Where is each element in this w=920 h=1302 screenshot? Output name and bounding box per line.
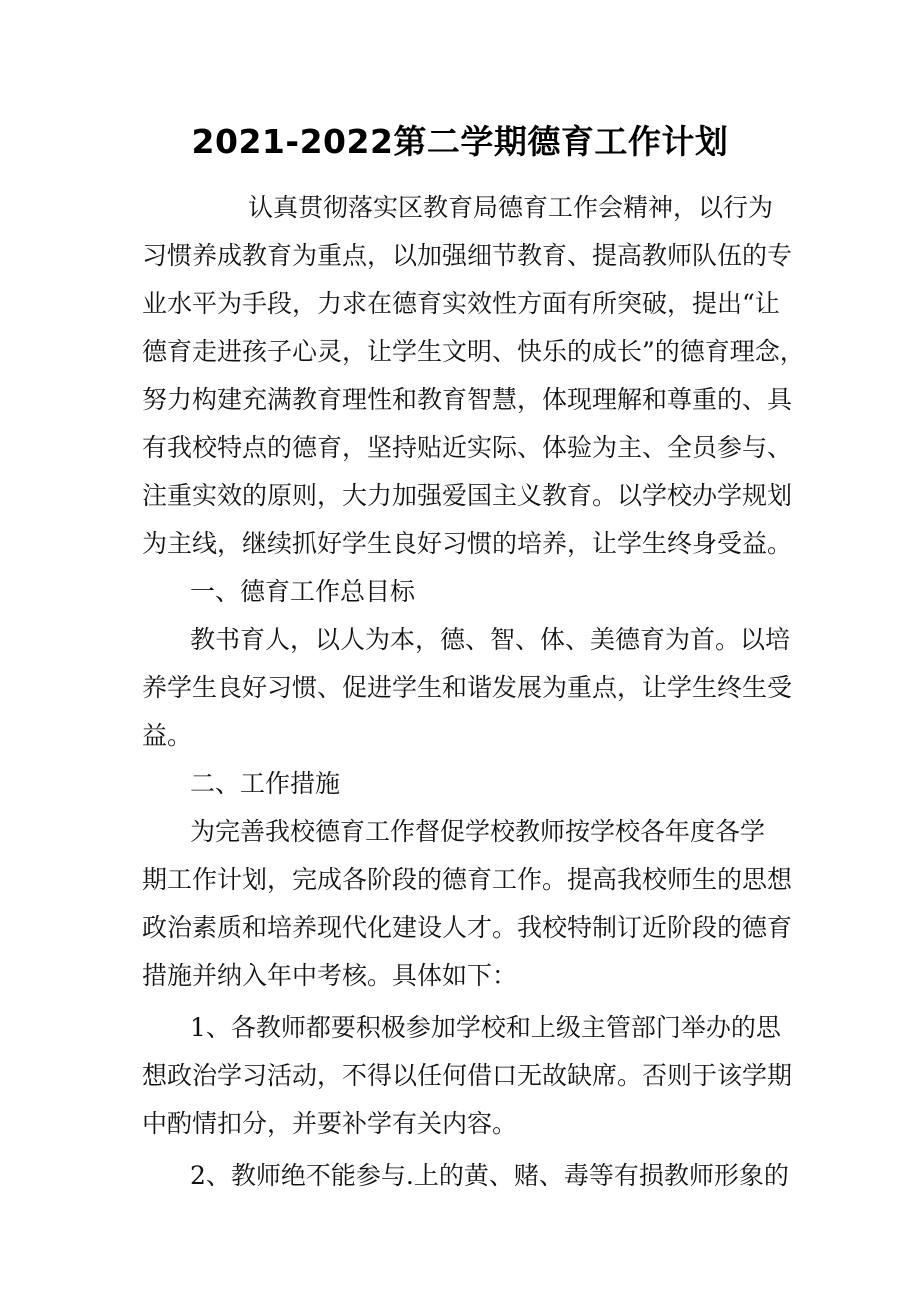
list-item-line: 2、教师绝不能参与.上的黄、赌、毒等有损教师形象的 xyxy=(190,1161,789,1190)
paragraph-line: 为主线，继续抓好学生良好习惯的培养，让学生终身受益。 xyxy=(142,529,793,558)
paragraph-line: 措施并纳入年中考核。具体如下： xyxy=(142,961,518,990)
section-heading: 一、德育工作总目标 xyxy=(190,577,416,606)
paragraph-line: 注重实效的原则，大力加强爱国主义教育。以学校办学规划 xyxy=(142,481,793,510)
paragraph-line: 业水平为手段，力求在德育实效性方面有所突破，提出“让 xyxy=(142,289,780,318)
paragraph-line: 德育走进孩子心灵，让学生文明、快乐的成长”的德育理念， xyxy=(142,337,805,366)
section-heading: 二、工作措施 xyxy=(190,769,341,798)
paragraph-line: 政治素质和培养现代化建设人才。我校特制订近阶段的德育 xyxy=(142,913,793,942)
paragraph-line: 益。 xyxy=(142,721,193,750)
paragraph-line: 为完善我校德育工作督促学校教师按学校各年度各学 xyxy=(190,817,766,846)
paragraph-line: 养学生良好习惯、促进学生和谐发展为重点，让学生终生受 xyxy=(142,673,793,702)
paragraph-line: 努力构建充满教育理性和教育智慧，体现理解和尊重的、具 xyxy=(142,385,793,414)
paragraph-line: 教书育人，以人为本，德、智、体、美德育为首。以培 xyxy=(190,625,791,654)
list-item-line: 想政治学习活动，不得以任何借口无故缺席。否则于该学期 xyxy=(142,1061,793,1090)
document-title: 2021-2022第二学期德育工作计划 xyxy=(191,122,729,161)
paragraph-line: 期工作计划，完成各阶段的德育工作。提高我校师生的思想 xyxy=(142,865,793,894)
paragraph-line: 有我校特点的德育，坚持贴近实际、体验为主、全员参与、 xyxy=(142,433,793,462)
list-item-line: 中酌情扣分，并要补学有关内容。 xyxy=(142,1109,518,1138)
paragraph-line: 认真贯彻落实区教育局德育工作会精神，以行为 xyxy=(248,193,774,222)
list-item-line: 1、各教师都要积极参加学校和上级主管部门举办的思 xyxy=(190,1013,781,1042)
paragraph-line: 习惯养成教育为重点，以加强细节教育、提高教师队伍的专 xyxy=(142,241,793,270)
